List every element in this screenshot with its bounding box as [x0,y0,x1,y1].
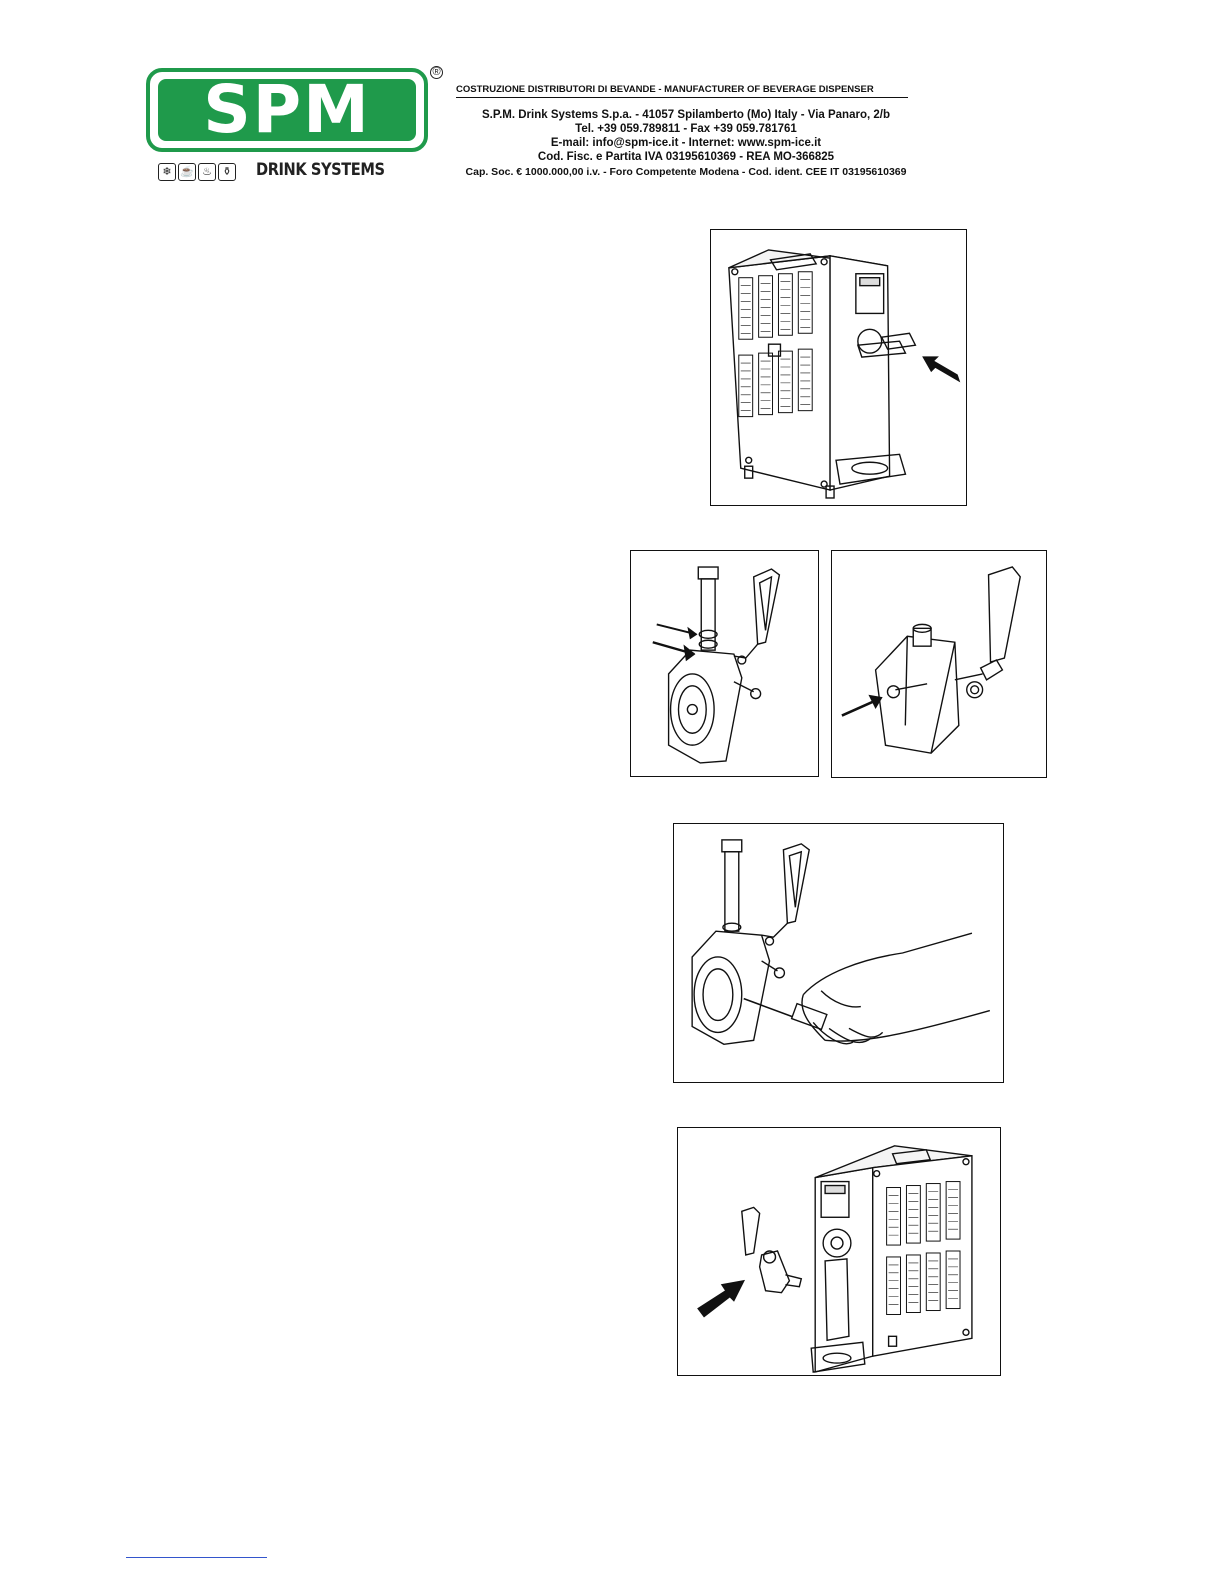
figure-machine-tap-removed [677,1127,1001,1376]
brand-icons [158,163,236,181]
hot-drink-icon: ♨ [198,163,216,181]
company-address: S.P.M. Drink Systems S.p.a. - 41057 Spilamberto (Mo) Italy - Via Panaro, 2/b [482,109,890,121]
snowflake-icon: ❄ [158,163,176,181]
company-fiscal: Cod. Fisc. e Partita IVA 03195610369 - REA MO-366825 [537,151,835,163]
footnote-separator [126,1557,267,1558]
tap-with-arrows-drawing [631,551,818,776]
spm-logo [146,68,428,152]
figure-machine-front [710,229,967,506]
tap-tool-drawing [674,824,1003,1082]
brand-subtitle: DRINK SYSTEMS [256,160,385,180]
machine-tap-removed-drawing [678,1128,1000,1375]
company-contact: E-mail: info@spm-ice.it - Internet: www.spm-ice.it [550,137,822,149]
logo-green-panel [158,71,416,148]
logo-text: SPM [203,71,371,148]
figure-tap-arrows [630,550,819,777]
machine-front-drawing [711,230,966,505]
registered-mark: ® [430,66,443,79]
company-tagline: COSTRUZIONE DISTRIBUTORI DI BEVANDE - MANUFACTURER OF BEVERAGE DISPENSER [456,84,908,98]
company-capital: Cap. Soc. € 1000.000,00 i.v. - Foro Competente Modena - Cod. ident. CEE IT 03195610369 [465,166,907,178]
figure-tap-tool [673,823,1004,1083]
jug-icon: ⚱ [218,163,236,181]
cup-icon: ☕ [178,163,196,181]
tap-pin-drawing [832,551,1046,777]
figure-tap-pin [831,550,1047,778]
company-phone: Tel. +39 059.789811 - Fax +39 059.781761 [575,123,797,135]
